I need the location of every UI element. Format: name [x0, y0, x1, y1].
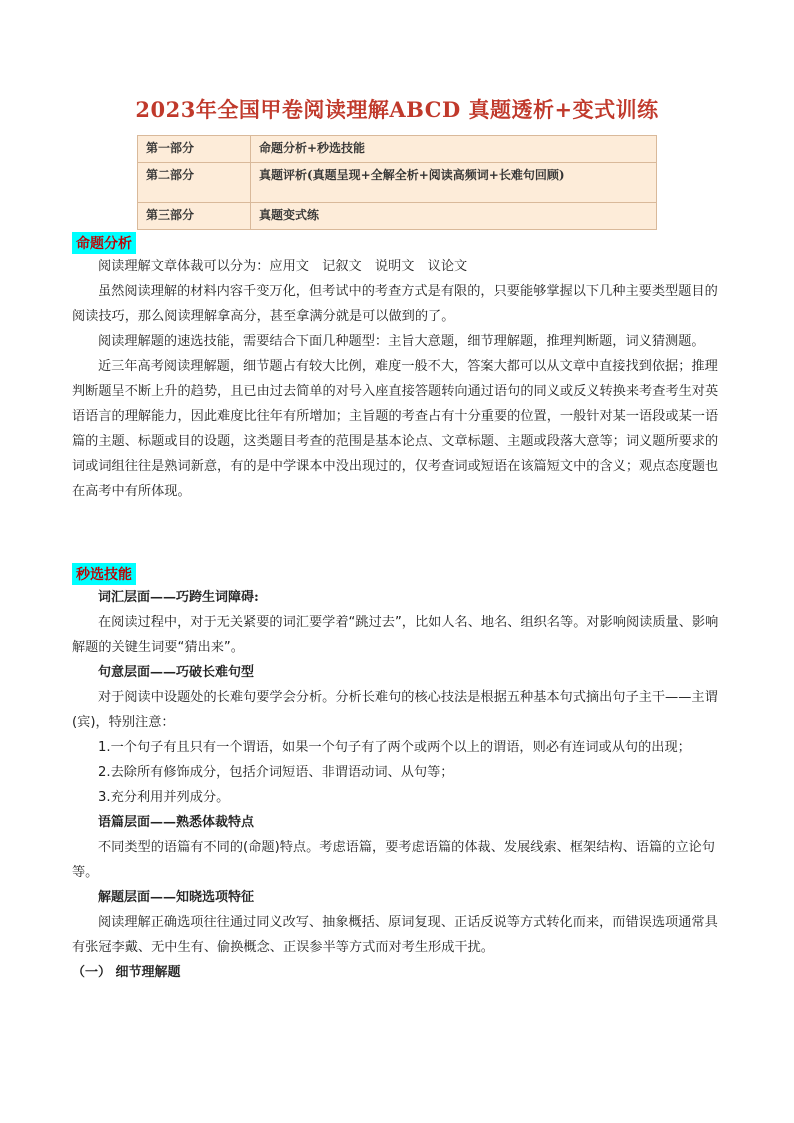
subheading: 语篇层面——熟悉体裁特点 — [98, 815, 255, 830]
contents-row — [138, 136, 657, 163]
section-heading-skills: 秒选技能 — [72, 563, 724, 585]
section-skills — [72, 563, 724, 985]
contents-part: 第二部分 — [138, 163, 251, 203]
paragraph: 虽然阅读理解的材料内容千变万化，但考试中的考查方式是有限的，只要能够掌握以下几种主要类型题目的阅读技巧，那么阅读理解拿高分，甚至拿满分就是可以做到的了。 — [72, 284, 718, 324]
list-item: 3.充分利用并列成分。 — [98, 790, 230, 805]
contents-table — [137, 135, 657, 230]
paragraph: 在阅读过程中，对于无关紧要的词汇要学着“跳过去”，比如人名、地名、组织名等。对影响阅读质量、影响解题的关键生词要“猜出来”。 — [72, 615, 719, 655]
contents-row — [138, 203, 657, 230]
paragraph: 近三年高考阅读理解题，细节题占有较大比例，难度一般不大，答案大都可以从文章中直接找到依据；推理判断题呈不断上升的趋势，且已由过去简单的对号入座直接答题转向通过语句的同义或反义转换来考查考生对英语语言的理解能力，因此难度比往年有所增加；主旨题的考查占有十分重要的位置，一般针对某一语段或某一语篇的主题、标题或目的设题，这类题目考查的范围是基本论点、文章标题、主题或段落大意等；词义题所要求的词或词组往往是熟词新意，有的是中学课本中没出现过的，仅考查词或短语在该篇短文中的含义；观点态度题也在高考中有所体现。 — [72, 359, 719, 499]
section-analysis — [72, 232, 724, 504]
paragraph: 不同类型的语篇有不同的(命题)特点。考虑语篇，要考虑语篇的体裁、发展线索、框架结构、语篇的立论句等。 — [72, 840, 715, 880]
document-title: 2023年全国甲卷阅读理解ABCD 真题透析+变式训练 — [135, 97, 659, 122]
subheading: 解题层面——知晓选项特征 — [98, 890, 255, 905]
subheading: 词汇层面——巧跨生词障碍: — [98, 590, 259, 605]
paragraph: 阅读理解正确选项往往通过同义改写、抽象概括、原词复现、正话反说等方式转化而来，而错误选项通常具有张冠李戴、无中生有、偷换概念、正误参半等方式而对考生形成干扰。 — [72, 915, 718, 955]
list-item: 2.去除所有修饰成分，包括介词短语、非谓语动词、从句等； — [98, 765, 454, 780]
subheading: 句意层面——巧破长难句型 — [98, 665, 255, 680]
paragraph: 阅读理解题的速选技能，需要结合下面几种题型：主旨大意题，细节理解题，推理判断题，词义猜测题。 — [98, 334, 705, 349]
list-item: 1.一个句子有且只有一个谓语，如果一个句子有了两个或两个以上的谓语，则必有连词或从句的出现； — [98, 740, 691, 755]
section-heading-analysis: 命题分析 — [72, 232, 724, 254]
contents-part: 第一部分 — [138, 136, 251, 163]
contents-desc: 真题变式练 — [251, 203, 657, 230]
paragraph: 阅读理解文章体裁可以分为：应用文 记叙文 说明文 议论文 — [98, 259, 468, 274]
contents-row — [138, 163, 657, 203]
contents-desc: 命题分析+秒选技能 — [251, 136, 657, 163]
paragraph: 对于阅读中设题处的长难句要学会分析。分析长难句的核心技法是根据五种基本句式摘出句子主干——主谓(宾)，特别注意： — [72, 690, 718, 730]
contents-desc: 真题评析(真题呈现+全解全析+阅读高频词+长难句回顾) — [251, 163, 657, 203]
contents-part: 第三部分 — [138, 203, 251, 230]
subsection-heading: （一） 细节理解题 — [72, 965, 181, 980]
